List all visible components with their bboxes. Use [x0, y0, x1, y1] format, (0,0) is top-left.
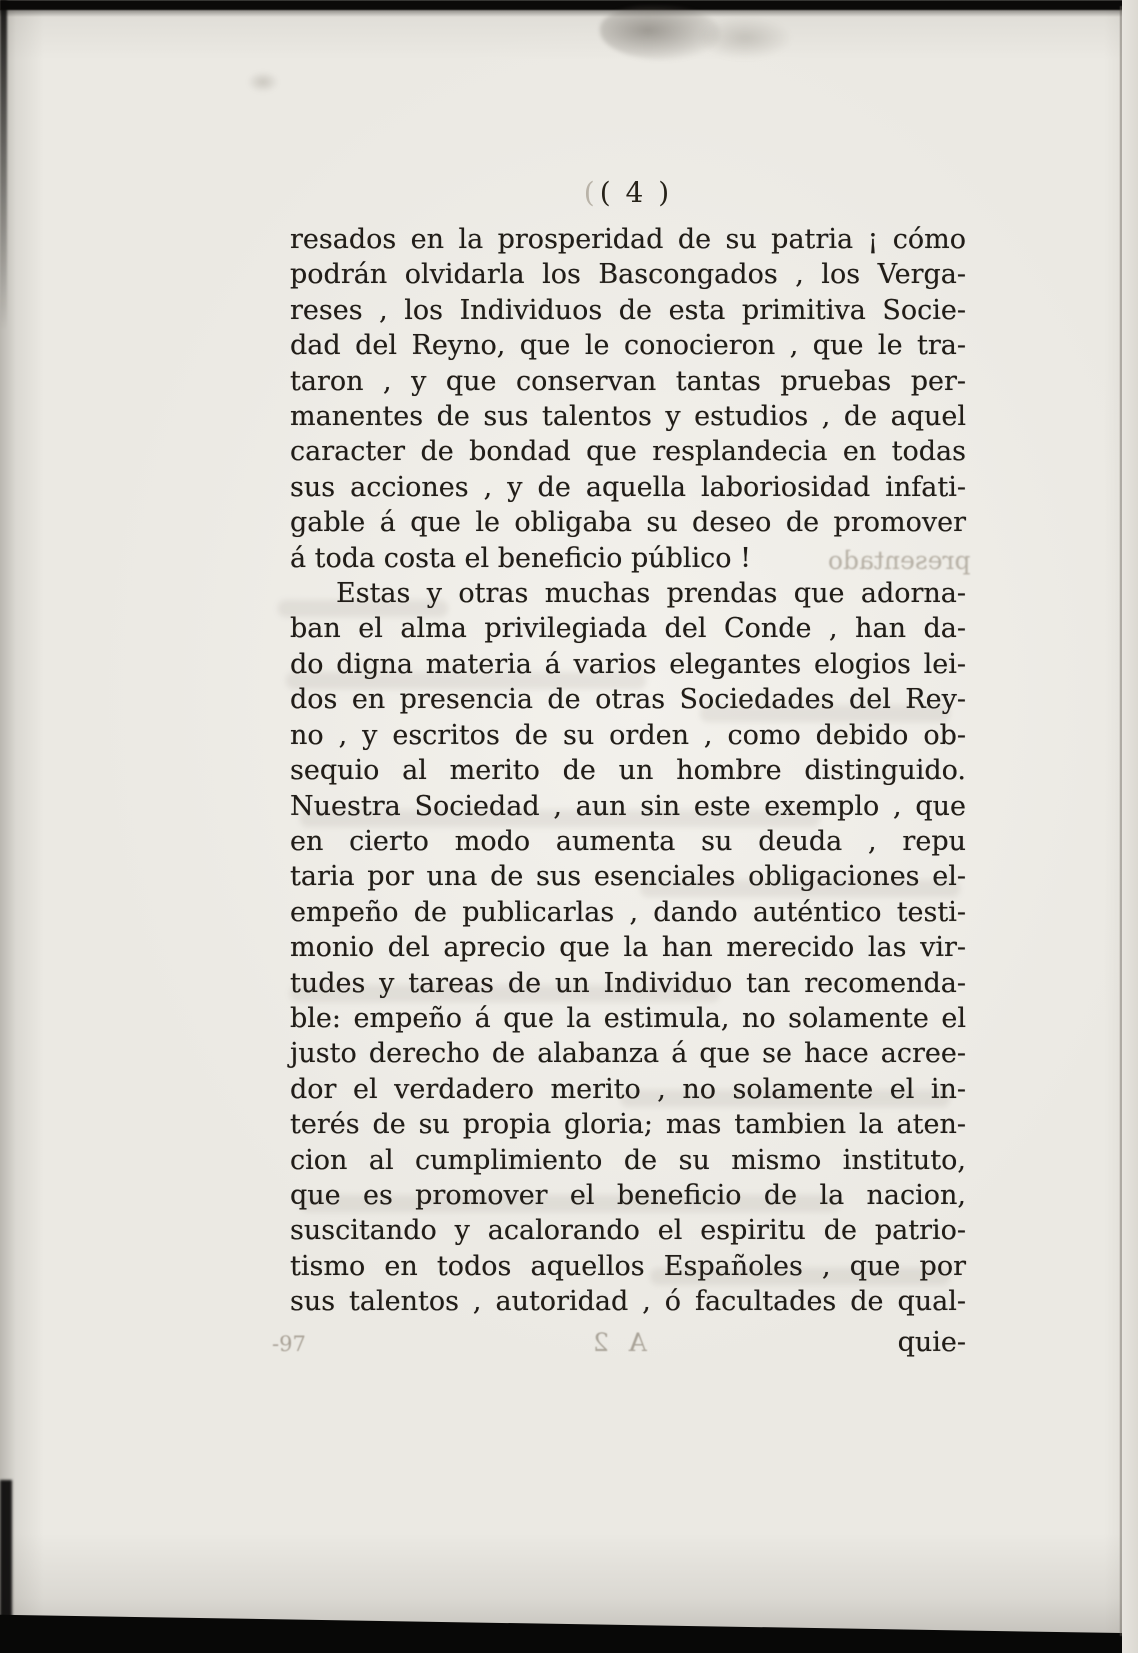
text-line: dos en presencia de otras Sociedades del Rey-: [290, 684, 966, 716]
text-line: Nuestra Sociedad , aun sin este exemplo , que: [290, 790, 966, 822]
text-line: empeño de publicarlas , dando auténtico testi-: [290, 896, 966, 928]
text-lines: [290, 222, 970, 1320]
text-line: tismo en todos aquellos Españoles , que por: [290, 1250, 966, 1282]
footer-line: [272, 1325, 966, 1362]
text-line: dor el verdadero merito , no solamente el in-: [290, 1073, 966, 1105]
text-line: resados en la prosperidad de su patria ¡ cómo: [290, 224, 966, 255]
page-right-margin: [1122, 0, 1138, 1653]
text-line: sus acciones , y de aquella laboriosidad infati-: [290, 471, 966, 503]
text-line: justo derecho de alabanza á que se hace acree-: [290, 1038, 966, 1070]
page-number-value: ( 4 ): [599, 176, 673, 209]
text-line: á toda costa el beneficio público ! presentado: [290, 541, 966, 576]
stain: [248, 72, 278, 92]
text-line: en cierto modo aumenta su deuda , repu: [290, 825, 966, 857]
stain: [700, 18, 790, 58]
text-line: do digna materia á varios elegantes elogios lei-: [290, 648, 966, 680]
catchword: quie-: [897, 1326, 966, 1358]
text-line: taron , y que conservan tantas pruebas per-: [290, 365, 966, 397]
bleedthrough-text: presentado: [827, 545, 970, 575]
text-line: dad del Reyno, que le conocieron , que le tra-: [290, 330, 966, 362]
text-line: ban el alma privilegiada del Conde , han da-: [290, 613, 966, 645]
bleedthrough-mark: -97: [272, 1331, 306, 1356]
text-line: gable á que le obligaba su deseo de promover: [290, 507, 966, 539]
text-block: [272, 222, 970, 1362]
text-line: manentes de sus talentos y estudios , de aquel: [290, 401, 966, 433]
text-line: ble: empeño á que la estimula, no solamente el: [290, 1002, 966, 1034]
text-line: cion al cumplimiento de su mismo instituto,: [290, 1144, 966, 1176]
text-line: taria por una de sus esenciales obligaciones el-: [290, 861, 966, 893]
text-line: que es promover el beneficio de la nacion,: [290, 1179, 966, 1211]
text-line: suscitando y acalorando el espiritu de patrio-: [290, 1215, 966, 1247]
scan-edge-bottom: [0, 1607, 1138, 1653]
text-line: no , y escritos de su orden , como debido ob-: [290, 719, 966, 751]
text-line: podrán olvidarla los Bascongados , los Verga-: [290, 259, 966, 291]
text-line: Estas y otras muchas prendas que adorna-: [336, 578, 966, 610]
page-number: [290, 176, 966, 209]
page-number-ghost-paren: (: [583, 176, 598, 209]
text-line: terés de su propia gloria; mas tambien la aten-: [290, 1109, 966, 1141]
text-line: monio del aprecio que la han merecido las vir-: [290, 932, 966, 964]
scan-edge-top-fade: [0, 9, 1138, 17]
text-line: sequio al merito de un hombre distinguido.: [290, 755, 966, 787]
scan-edge-left-bottom: [0, 1480, 12, 1625]
text-line: tudes y tareas de un Individuo tan recomenda-: [290, 967, 966, 999]
text-line: reses , los Individuos de esta primitiva Socie-: [290, 294, 966, 326]
text-line: caracter de bondad que resplandecia en todas: [290, 436, 966, 468]
signature-mark-mirrored: A 2: [586, 1327, 647, 1357]
scan-edge-left: [0, 0, 7, 330]
text-line: sus talentos , autoridad , ó facultades de qual-: [290, 1286, 966, 1318]
